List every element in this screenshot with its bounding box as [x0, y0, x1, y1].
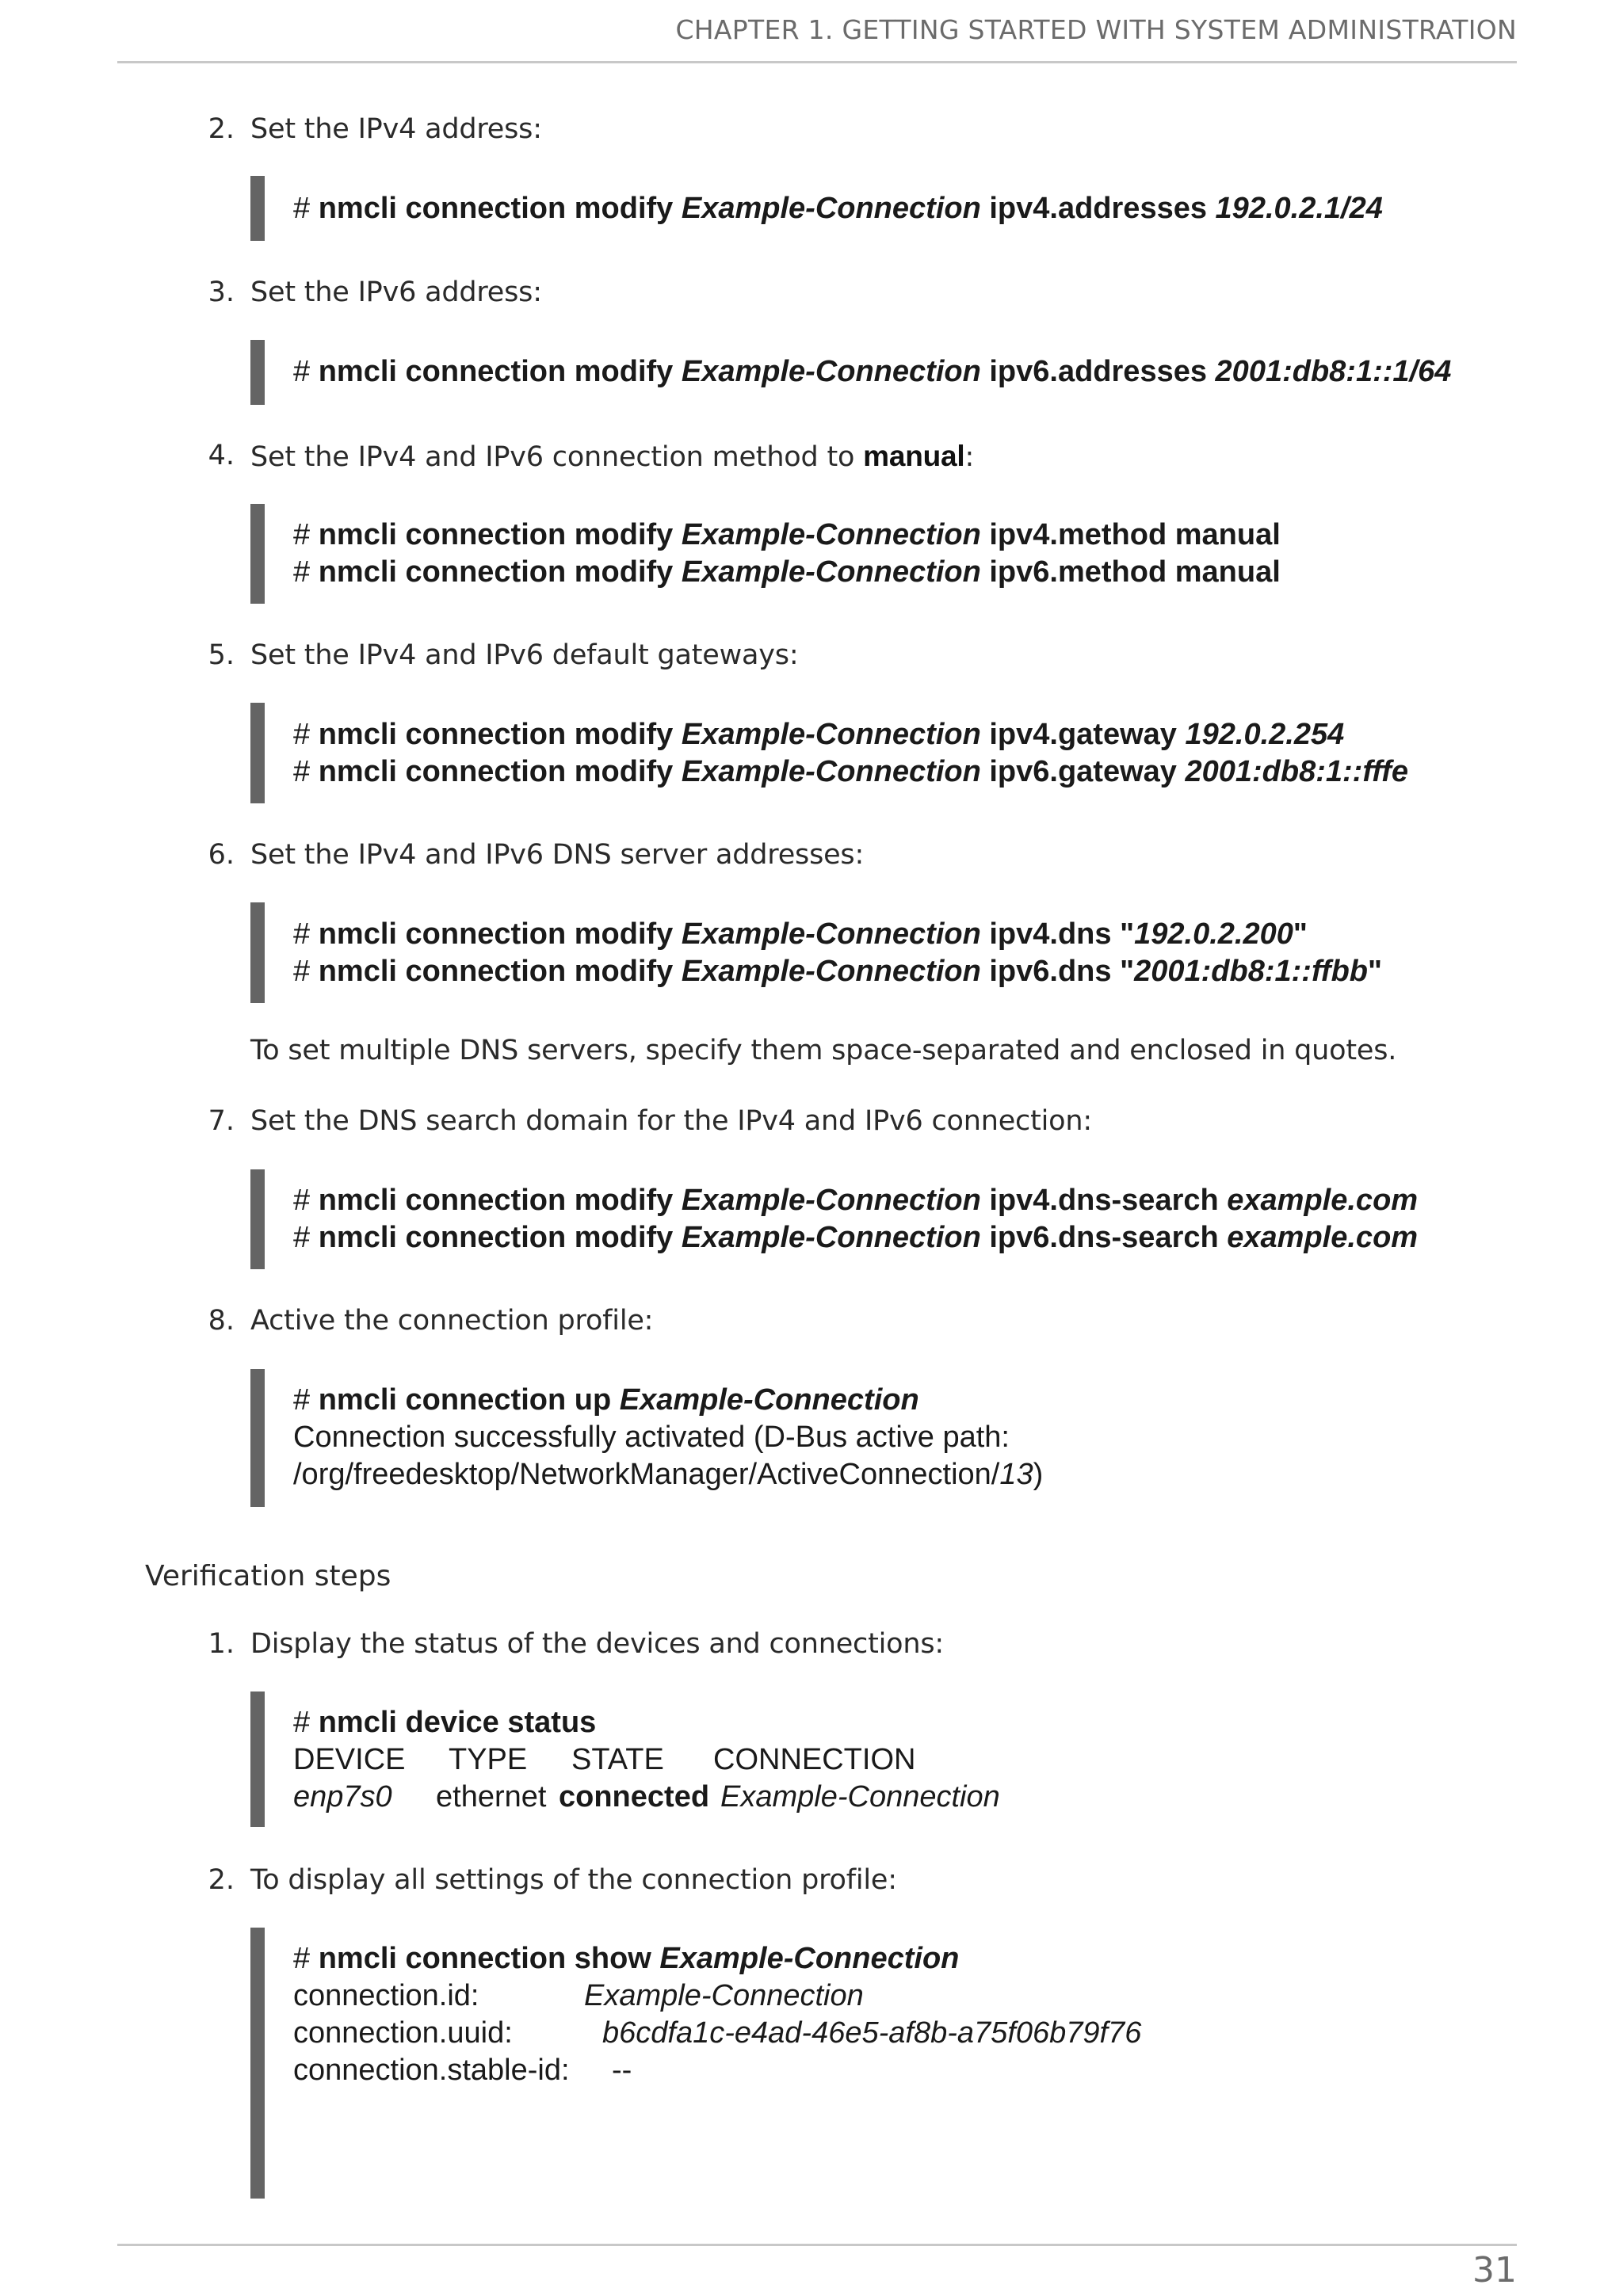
connection-name: Example-Connection — [659, 1942, 960, 1975]
option-value: 192.0.2.200 — [1134, 917, 1293, 951]
code-block-bar — [250, 703, 265, 803]
prompt: # — [293, 1184, 319, 1217]
step-text — [250, 440, 974, 473]
code-block-bar — [250, 1691, 265, 1827]
connection-name: Example-Connection — [681, 917, 981, 951]
code-block-dns — [293, 916, 1382, 990]
code-block-bar — [250, 504, 265, 604]
prompt: # — [293, 1942, 319, 1975]
step-number: 5. — [208, 639, 235, 671]
code-block-bar — [250, 1369, 265, 1507]
step-number: 2. — [208, 1864, 235, 1896]
connection-name: Example-Connection — [681, 1221, 981, 1254]
prompt: # — [293, 917, 319, 951]
step-text: Set the IPv4 and IPv6 DNS server addresses: — [250, 839, 865, 871]
setting-key: connection.uuid: — [293, 2016, 513, 2050]
column-header: DEVICE — [293, 1743, 406, 1776]
code-block-method — [293, 517, 1281, 591]
step-text: Set the IPv4 address: — [250, 113, 542, 145]
option-key: ipv4.method manual — [980, 518, 1281, 551]
code-block-ipv6-address — [293, 353, 1451, 391]
page-number: 31 — [1472, 2250, 1517, 2290]
option-value: 2001:db8:1::fffe — [1185, 755, 1409, 788]
column-header: STATE — [571, 1743, 664, 1776]
code-block-dns-search — [293, 1182, 1418, 1257]
prompt: # — [293, 1706, 319, 1739]
setting-key: connection.stable-id: — [293, 2054, 570, 2087]
prompt: # — [293, 192, 319, 225]
quote: " — [1293, 917, 1308, 951]
option-value: 2001:db8:1::1/64 — [1215, 355, 1452, 388]
prompt: # — [293, 755, 319, 788]
option-key: ipv6.gateway — [980, 755, 1186, 788]
option-key: ipv4.gateway — [980, 718, 1186, 751]
step-number: 8. — [208, 1305, 235, 1337]
connection-name: Example-Connection — [681, 1184, 981, 1217]
connection-name: Example-Connection — [681, 755, 981, 788]
step-text: Set the IPv6 address: — [250, 277, 542, 308]
option-key: ipv6.dns-search — [980, 1221, 1228, 1254]
step-number: 2. — [208, 113, 235, 145]
option-key: ipv6.dns " — [980, 955, 1135, 988]
code-block-connection-up — [293, 1382, 1043, 1493]
setting-value: -- — [612, 2054, 632, 2087]
option-key: ipv4.dns " — [980, 917, 1135, 951]
option-key: ipv4.dns-search — [980, 1184, 1228, 1217]
step-text-part: : — [964, 441, 975, 473]
step-text-part: Set the IPv4 and IPv6 connection method to — [250, 441, 864, 473]
command: nmcli connection modify — [318, 355, 682, 388]
command: nmcli device status — [318, 1706, 597, 1739]
connection-name: Example-Connection — [681, 355, 981, 388]
quote: " — [1368, 955, 1383, 988]
command: nmcli connection modify — [318, 518, 682, 551]
code-block-device-status — [293, 1704, 1000, 1816]
step-number: 7. — [208, 1105, 235, 1137]
option-value: 192.0.2.1/24 — [1215, 192, 1383, 225]
column-header: TYPE — [449, 1743, 528, 1776]
step-number: 1. — [208, 1628, 235, 1660]
step-number: 3. — [208, 277, 235, 308]
step-text: Set the IPv4 and IPv6 default gateways: — [250, 639, 799, 671]
command: nmcli connection up — [318, 1383, 620, 1417]
column-header: CONNECTION — [713, 1743, 916, 1776]
step-text-bold: manual — [863, 440, 965, 472]
option-key: ipv6.addresses — [980, 355, 1216, 388]
step-number: 6. — [208, 839, 235, 871]
setting-value: Example-Connection — [584, 1979, 864, 2012]
prompt: # — [293, 718, 319, 751]
device-type: ethernet — [436, 1780, 547, 1814]
command-output: ) — [1033, 1458, 1044, 1491]
command: nmcli connection modify — [318, 1221, 682, 1254]
step-text: To display all settings of the connection profile: — [250, 1864, 897, 1896]
command-output: /org/freedesktop/NetworkManager/ActiveConnection/ — [293, 1458, 1000, 1491]
connection-name: Example-Connection — [681, 555, 981, 589]
command: nmcli connection modify — [318, 718, 682, 751]
command: nmcli connection modify — [318, 955, 682, 988]
option-key: ipv6.method manual — [980, 555, 1281, 589]
code-block-bar — [250, 340, 265, 405]
prompt: # — [293, 1383, 319, 1417]
step-text: Display the status of the devices and connections: — [250, 1628, 944, 1660]
chapter-header: CHAPTER 1. GETTING STARTED WITH SYSTEM ADMINISTRATION — [675, 14, 1517, 45]
command: nmcli connection modify — [318, 192, 682, 225]
connection-name: Example-Connection — [619, 1383, 919, 1417]
prompt: # — [293, 555, 319, 589]
code-block-bar — [250, 176, 265, 241]
setting-value: b6cdfa1c-e4ad-46e5-af8b-a75f06b79f76 — [602, 2016, 1142, 2050]
prompt: # — [293, 355, 319, 388]
code-block-connection-show — [293, 1940, 1141, 2089]
option-key: ipv4.addresses — [980, 192, 1216, 225]
option-value: example.com — [1227, 1184, 1419, 1217]
dns-note: To set multiple DNS servers, specify them space-separated and enclosed in quotes. — [250, 1035, 1397, 1066]
command: nmcli connection modify — [318, 555, 682, 589]
setting-key: connection.id: — [293, 1979, 479, 2012]
option-value: example.com — [1227, 1221, 1419, 1254]
option-value: 2001:db8:1::ffbb — [1134, 955, 1368, 988]
connection-name: Example-Connection — [681, 518, 981, 551]
device-state: connected — [559, 1780, 710, 1814]
step-text: Set the DNS search domain for the IPv4 and IPv6 connection: — [250, 1105, 1092, 1137]
code-block-bar — [250, 1928, 265, 2199]
section-heading: Verification steps — [145, 1560, 391, 1592]
command-output-value: 13 — [999, 1458, 1033, 1491]
command: nmcli connection modify — [318, 917, 682, 951]
code-block-gateway — [293, 716, 1408, 791]
footer-divider — [117, 2244, 1517, 2246]
prompt: # — [293, 955, 319, 988]
code-block-bar — [250, 1169, 265, 1269]
code-block-bar — [250, 902, 265, 1003]
step-number: 4. — [208, 440, 235, 471]
header-divider — [117, 61, 1517, 63]
command-output: Connection successfully activated (D-Bus active path: — [293, 1421, 1010, 1454]
option-value: 192.0.2.254 — [1185, 718, 1345, 751]
prompt: # — [293, 1221, 319, 1254]
connection-name: Example-Connection — [681, 955, 981, 988]
code-block-ipv4-address — [293, 190, 1383, 227]
command: nmcli connection modify — [318, 1184, 682, 1217]
step-text: Active the connection profile: — [250, 1305, 654, 1337]
prompt: # — [293, 518, 319, 551]
device-name: enp7s0 — [293, 1780, 392, 1814]
command: nmcli connection show — [318, 1942, 660, 1975]
device-connection: Example-Connection — [720, 1780, 1000, 1814]
connection-name: Example-Connection — [681, 718, 981, 751]
command: nmcli connection modify — [318, 755, 682, 788]
connection-name: Example-Connection — [681, 192, 981, 225]
